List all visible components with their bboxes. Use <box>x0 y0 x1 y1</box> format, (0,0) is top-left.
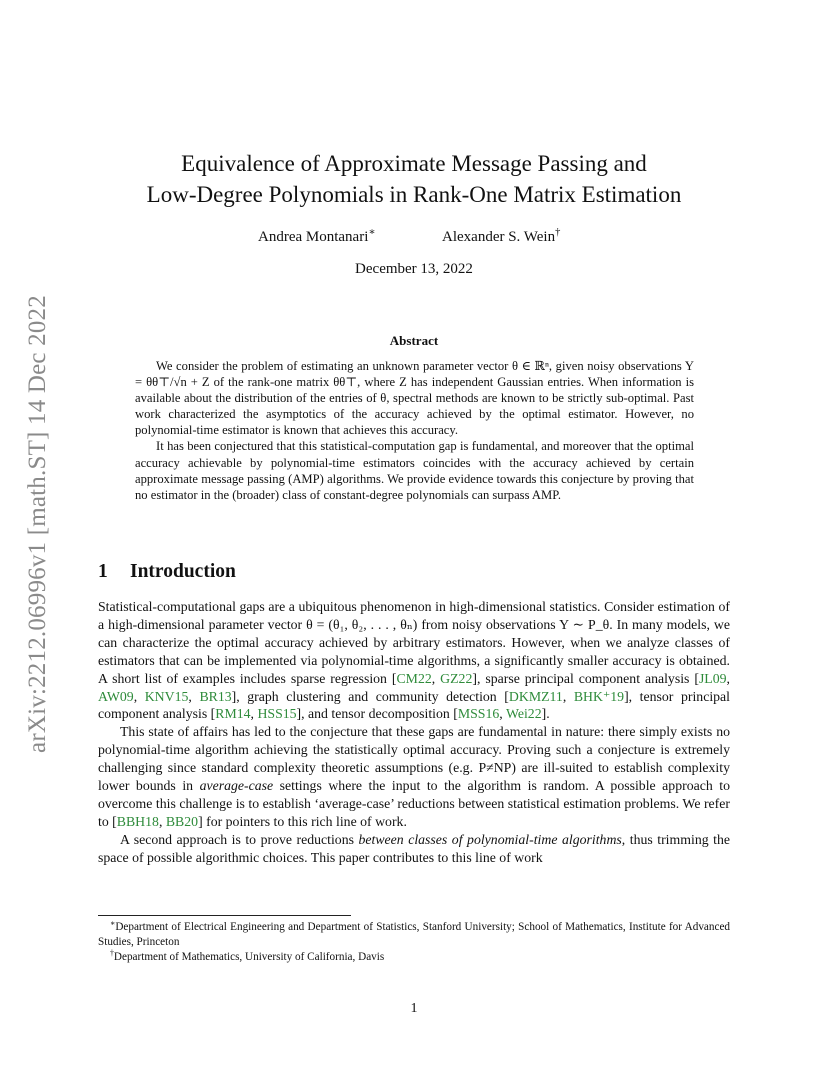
text-run: settings where the input to the algorithm is random. A possible approach to overcome this challenge is to establish ‘average-case’ reductions between statistical estimation problems. We refer to [ <box>98 778 730 829</box>
author-1-footnote-mark[interactable]: ∗ <box>368 227 376 238</box>
citation-link[interactable]: BHK⁺19 <box>573 688 625 704</box>
footnote-divider <box>98 915 351 916</box>
citation-link[interactable]: BB20 <box>165 813 199 829</box>
footnote-1-mark: ∗ <box>110 918 116 928</box>
author-1 <box>258 229 376 246</box>
citation-link[interactable]: BBH18 <box>116 813 159 829</box>
footnote-2-mark: † <box>110 948 114 958</box>
footnotes <box>98 920 730 965</box>
text-run: , <box>499 706 506 722</box>
text-run: Statistical-computational gaps are a ubiquitous phenomenon in high-dimensional statistics. Consider estimation of a high-dimensional parameter vector θ = (θ₁, θ₂, . . . , θₙ) from noisy observations Y ∼ P_θ. In many models, we can characterize the optimal accuracy achieved by arbitrary estimators. However, when we analyze classes of estimators that can be implemented via polynomial-time algorithms, a significantly smaller accuracy is obtained. A short list of examples includes sparse regression [ <box>98 599 730 686</box>
footnote-1 <box>98 920 730 950</box>
text-run: , <box>562 688 574 704</box>
text-run: , <box>133 688 145 704</box>
page-number: 1 <box>410 1001 418 1016</box>
section-title: Introduction <box>130 561 236 582</box>
paper-title <box>98 148 730 210</box>
title-line-1: Equivalence of Approximate Message Passing and <box>181 151 647 176</box>
abstract-heading: Abstract <box>389 333 439 348</box>
intro-paragraph-1 <box>98 598 730 723</box>
text-run: , thus trimming the space of possible algorithmic choices. This paper contributes to this line of work <box>98 831 730 865</box>
citation-link[interactable]: BR13 <box>199 688 232 704</box>
emphasis: average-case <box>199 778 274 794</box>
citation-link[interactable]: RM14 <box>215 706 251 722</box>
arxiv-identifier: arXiv:2212.06996v1 [math.ST] 14 Dec 2022 <box>24 294 51 753</box>
footnote-2 <box>98 950 730 965</box>
text-run: , <box>250 706 258 722</box>
intro-paragraph-3 <box>98 831 730 867</box>
abstract <box>135 358 694 503</box>
citation-link[interactable]: GZ22 <box>440 670 473 686</box>
abstract-paragraph-1: We consider the problem of estimating an unknown parameter vector θ ∈ ℝⁿ, given noisy observations Y = θθ⊤/√n + Z of the rank-one matrix θθ⊤, where Z has independent Gaussian entries. When information is available about the distribution of the entries of θ, spectral methods are known to be strictly sub-optimal. Past work characterized the asymptotics of the accuracy achieved by the optimal estimator. However, no polynomial-time estimator is known that achieves this accuracy. <box>135 359 694 438</box>
author-2 <box>442 229 560 246</box>
text-run: ], graph clustering and community detection [ <box>231 688 509 704</box>
citation-link[interactable]: Wei22 <box>505 706 542 722</box>
citation-link[interactable]: DKMZ11 <box>508 688 563 704</box>
author-2-name: Alexander S. Wein <box>442 229 556 245</box>
paper-date: December 13, 2022 <box>355 261 473 277</box>
citation-link[interactable]: KNV15 <box>144 688 189 704</box>
text-run: A second approach is to prove reductions <box>120 831 359 847</box>
introduction-body <box>98 598 730 867</box>
footnote-1-text: Department of Electrical Engineering and Department of Statistics, Stanford University; School of Mathematics, Institute for Advanced Studies, Princeton <box>98 921 730 948</box>
emphasis: between classes of polynomial-time algorithms <box>358 831 622 847</box>
author-2-footnote-mark[interactable]: † <box>555 227 561 238</box>
citation-link[interactable]: HSS15 <box>257 706 297 722</box>
text-run: ], tensor principal component analysis [ <box>98 688 731 722</box>
citation-link[interactable]: MSS16 <box>457 706 500 722</box>
text-run: This state of affairs has led to the conjecture that these gaps are fundamental in nature: there simply exists no polynomial-time algorithm achieving the statistically optimal accuracy. Proving such a conjecture is extremely challenging since standard complexity theoretic assumptions (e.g. P≠NP) are ill-suited to establish complexity lower bounds in <box>98 724 730 794</box>
section-number: 1 <box>98 561 108 582</box>
text-run: ], and tensor decomposition [ <box>296 706 458 722</box>
author-1-name: Andrea Montanari <box>258 229 369 245</box>
text-run: , <box>188 688 200 704</box>
text-run: , <box>158 813 166 829</box>
text-run: ], sparse principal component analysis [ <box>472 670 699 686</box>
text-run: ] for pointers to this rich line of work. <box>198 813 407 829</box>
text-run: , <box>726 670 730 686</box>
citation-link[interactable]: CM22 <box>396 670 432 686</box>
text-run: , <box>431 670 441 686</box>
title-line-2: Low-Degree Polynomials in Rank-One Matrix Estimation <box>146 182 682 207</box>
citation-link[interactable]: JL09 <box>698 670 727 686</box>
intro-paragraph-2 <box>98 723 730 830</box>
footnote-2-text: Department of Mathematics, University of California, Davis <box>113 951 385 963</box>
abstract-paragraph-2: It has been conjectured that this statistical-computation gap is fundamental, and moreover that the optimal accuracy achievable by polynomial-time estimators coincides with the accuracy achieved by certain approximate message passing (AMP) algorithms. We provide evidence towards this conjecture by proving that no estimator in the (broader) class of constant-degree polynomials can surpass AMP. <box>135 439 694 502</box>
section-heading <box>98 561 236 583</box>
citation-link[interactable]: AW09 <box>98 688 134 704</box>
text-run: ]. <box>541 706 550 722</box>
